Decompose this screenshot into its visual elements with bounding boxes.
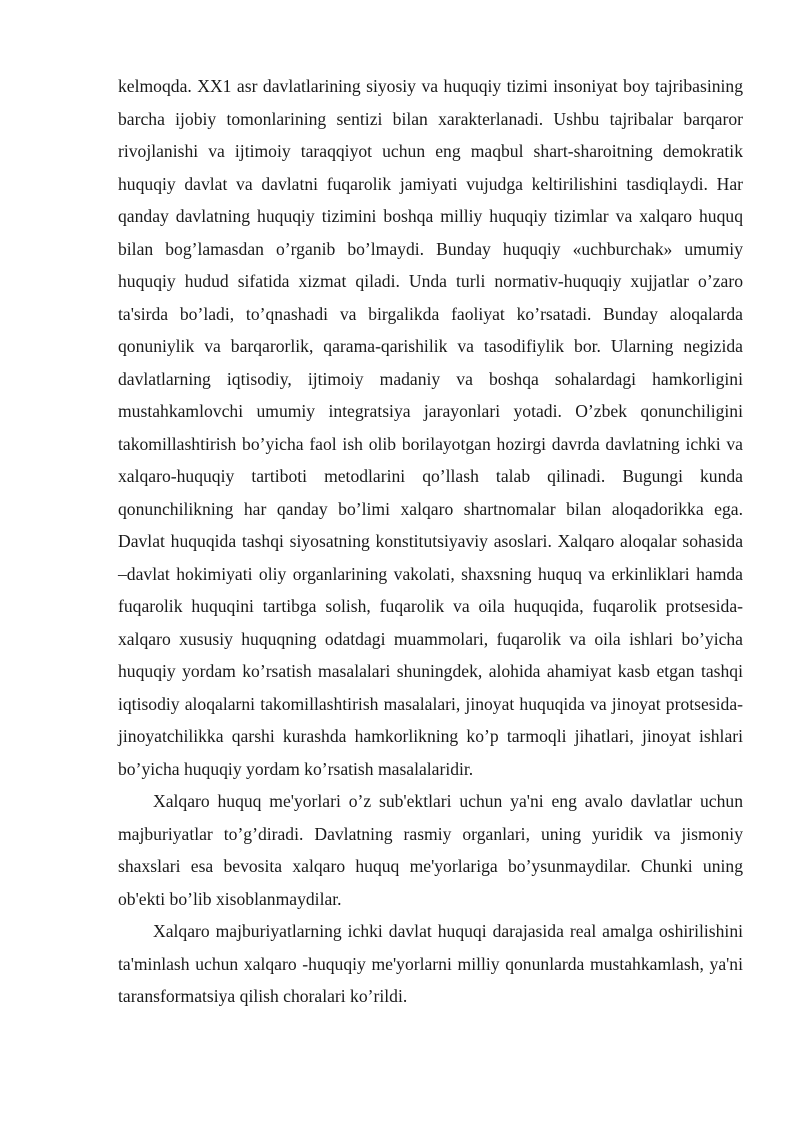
document-page bbox=[118, 70, 743, 1013]
paragraph-1: kelmoqda. XX1 asr davlatlarining siyosiy va huquqiy tizimi insoniyat boy tajribasining barcha ijobiy tomonlarining sentizi bilan xarakterlanadi. Ushbu tajribalar barqaror rivojlanishi va ijtimoiy taraqqiyot uchun eng maqbul shart-sharoitning demokratik huquqiy davlat va davlatni fuqarolik jamiyati vujudga keltirilishini tasdiqlaydi. Har qanday davlatning huquqiy tizimini boshqa milliy huquqiy tizimlar va xalqaro huquq bilan bog’lamasdan o’rganib bo’lmaydi. Bunday huquqiy «uchburchak» umumiy huquqiy hudud sifatida xizmat qiladi. Unda turli normativ-huquqiy xujjatlar o’zaro ta'sirda bo’ladi, to’qnashadi va birgalikda faoliyat ko’rsatadi. Bunday aloqalarda qonuniylik va barqarorlik, qarama-qarishilik va tasodifiylik bor. Ularning negizida davlatlarning iqtisodiy, ijtimoiy madaniy va boshqa sohalardagi hamkorligini mustahkamlovchi umumiy integratsiya jarayonlari yotadi. O’zbek qonunchiligini takomillashtirish bo’yicha faol ish olib borilayotgan hozirgi davrda davlatning ichki va xalqaro-huquqiy tartiboti metodlarini qo’llash talab qilinadi. Bugungi kunda qonunchilikning har qanday bo’limi xalqaro shartnomalar bilan aloqadorikka ega. Davlat huquqida tashqi siyosatning konstitutsiyaviy asoslari. Xalqaro aloqalar sohasida –davlat hokimiyati oliy organlarining vakolati, shaxsning huquq va erkinliklari hamda fuqarolik huquqini tartibga solish, fuqarolik va oila huquqida, fuqarolik protsesida-xalqaro xususiy huquqning odatdagi muammolari, fuqarolik va oila ishlari bo’yicha huquqiy yordam ko’rsatish masalalari shuningdek, alohida ahamiyat kasb etgan tashqi iqtisodiy aloqalarni takomillashtirish masalalari, jinoyat huquqida va jinoyat protsesida-jinoyatchilikka qarshi kurashda hamkorlikning ko’p tarmoqli jihatlari, jinoyat ishlari bo’yicha huquqiy yordam ko’rsatish masalalaridir. bbox=[118, 76, 743, 779]
paragraph-2: Xalqaro huquq me'yorlari o’z sub'ektlari uchun ya'ni eng avalo davlatlar uchun majburiyatlar to’g’diradi. Davlatning rasmiy organlari, uning yuridik va jismoniy shaxslari esa bevosita xalqaro huquq me'yorlariga bo’ysunmaydilar. Chunki uning ob'ekti bo’lib xisoblanmaydilar. bbox=[118, 791, 743, 909]
paragraph-3: Xalqaro majburiyatlarning ichki davlat huquqi darajasida real amalga oshirilishini ta'minlash uchun xalqaro -huquqiy me'yorlarni milliy qonunlarda mustahkamlash, ya'ni taransformatsiya qilish choralari ko’rildi. bbox=[118, 921, 743, 1006]
